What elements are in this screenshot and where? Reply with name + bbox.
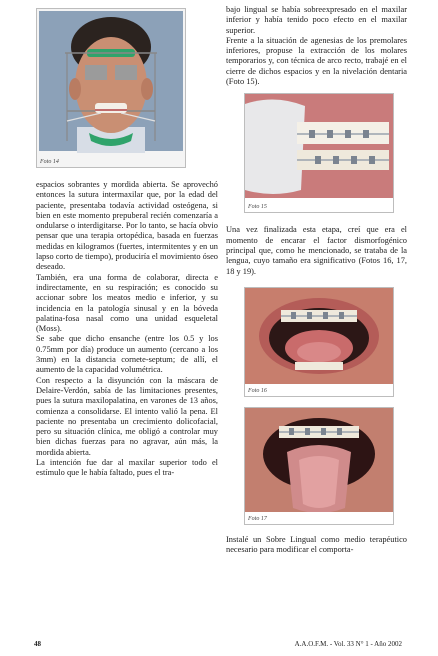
left-paragraph-4: Con respecto a la disyunción con la máscara de Delaire-Verdón, sabía de las limitaciones presentes, pues la sutura maxilopalatina, en varones de 13 años, comienza a consolidarse. El intento valió la pena. El paciente no presentaba un crecimiento dolicofacial, pero su situación clínica, me obligó a controlar muy bien dichas fuerzas para no agravar, aún más, la mordida abierta. <box>36 375 218 457</box>
caption-foto-16: Foto 16 <box>248 387 267 394</box>
page-number: 48 <box>34 640 41 648</box>
right-paragraph-4: Instalé un Sobre Lingual como medio terapéutico necesario para modificar el comporta- <box>226 534 407 555</box>
left-paragraph-5: La intención fue dar al maxilar superior todo el estímulo que le había faltado, pues el tra- <box>36 458 218 478</box>
intraoral-side-image <box>245 94 393 198</box>
right-paragraph-1: bajo lingual se había sobreexpresado en el maxilar inferior y había tenido poco efecto en el maxilar superior. <box>226 5 407 35</box>
figure-foto-15 <box>244 93 394 213</box>
left-paragraph-1: espacios sobrantes y mordida abierta. Se aprovechó entonces la sutura intermaxilar que, por la edad del paciente, presentaba todavía actividad osteógena, si bien en este momento prepuberal recién comenzaría a ondularse o interdigitarse. Por lo tanto, se hacía obvio pensar que una terapia ortopédica, basada en fuerzas medidas en kilogramos (fuertes, intermitentes y en un lapso corto de tiempo), produciría el movimiento óseo deseado. <box>36 180 218 272</box>
left-paragraph-3: Se sabe que dicho ensanche (entre los 0.5 y los 0.75mm por día) produce un aumento (cercano a los 3mm) en la distancia cornete-septum; de allí, el aumento de la capacidad volumétrica. <box>36 334 218 375</box>
figure-foto-14 <box>36 8 186 168</box>
left-column <box>36 8 218 479</box>
right-paragraph-3: Una vez finalizada esta etapa, creí que era el momento de encarar el factor dismorfogénico principal que, como he mencionado, se trataba de la lengua, cuyo tamaño era significativo (Fotos 16, 17, 18 y 19). <box>226 225 407 276</box>
patient-face-mask-image <box>37 9 185 167</box>
right-column <box>226 5 407 555</box>
caption-foto-17: Foto 17 <box>248 515 267 522</box>
tongue-out-image <box>245 408 393 512</box>
caption-foto-14: Foto 14 <box>40 159 59 165</box>
open-mouth-tongue-up-image <box>245 288 393 384</box>
caption-foto-15: Foto 15 <box>248 204 267 211</box>
figure-foto-16 <box>244 287 394 397</box>
journal-footer: A.A.O.F.M. - Vol. 33 N° 1 - Año 2002 <box>294 640 402 648</box>
left-paragraph-2: También, era una forma de colaborar, directa e indirectamente, en su respiración; es conocido su accionar sobre los meatos medio e inferior, y su incidencia en la patología sinusal y en la bóveda palatina-fosa nasal como una unidad esqueletal (Moss). <box>36 272 218 334</box>
right-paragraph-2: Frente a la situación de agenesias de los premolares inferiores, propuse la extracción de los molares temporarios y, con técnica de arco recto, trabajé en el cierre de dichos espacios y en la nivelación dentaria (Foto 15). <box>226 35 407 87</box>
figure-foto-17 <box>244 407 394 525</box>
